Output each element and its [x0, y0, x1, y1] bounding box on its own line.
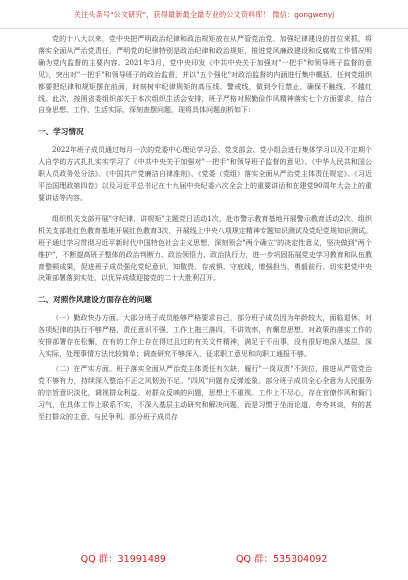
section-heading-issues: 二、对照作风建设方面存在的问题: [38, 295, 152, 305]
footer-qq-group-1: QQ 群：31991489: [80, 554, 166, 565]
section-heading-study: 一、学习情况: [38, 127, 84, 137]
issue-paragraph-2: （二）在严实方面。班子落实全面从严治党主体责任有欠缺，履行"一岗双责"不到位，推进从严管党治党不够有力，持续深入整治不正之风韧劲不足。"四风"问题有反弹迹象。部分班子成员全心全意为人民服务的宗旨意识淡化，调视群众利益、对群众反映的问题，思想上不重视。工作上不尽心，存在官僚作风和衙门习气，在具体工作上联系不实，不深入基层主动研究和解决问题，而是习惯于坐而论道，夸夸其谈，有的甚至打群众的主意，与民争利。部分班子成员存: [38, 364, 372, 421]
document-body: [38, 34, 372, 426]
footer-contact: [0, 551, 408, 565]
study-paragraph-2: 组织机关支部开展"守纪律、讲规矩"主题党日活动1次，赴市警示教育基地开展警示教育活动2次，组织机关支部赴红色教育基地开展红色教育3次，开展线上中央八项规定精神专题知识测试及党纪党规知识测试。班子通过学习贯彻习近平新时代中国特色社会主义思想，深刻领会"两个确立"的决定性意义，坚决做到"两个维护"，不断提高班子整体的政治判断力、政治领悟力、政治执行力，进一步巩固拓展党史学习教育和队伍教育整顿成果，促进班子成员强化党纪意识，知敬畏、存戒惧、守底线，增强担当、勇毅前行、切实把党中央决策部署落到实处，以优异成绩迎接党的二十大胜利召开。: [38, 214, 372, 283]
header-banner: [0, 2, 408, 29]
footer-qq-group-2: QQ 群：535304092: [235, 554, 328, 565]
issue-paragraph-1: （一）勤政快办方面。大部分班子成员能够严格要求自己，部分班子成员因为年龄较大，面临退休，对各项纪律的执行不够严格，责任意识不强，工作上拖三落四，不讲效率，有懈怠思想，对政策的落实工作的安排部署存在松懈，在有的工作上存在得过且过的有关文件精神，满足于不出事，没有很好地深入基层，深入实际，处理事情方法比较简单；调查研究不够深入，征求职工意见和向职工通报不够。: [38, 314, 372, 359]
banner-text: 关注头条号"公文研究"，获得最新最全最专业的公文资料库！ 微信：gongwenyj: [73, 10, 335, 19]
intro-paragraph: 党的十八大以来，党中央把严明政治纪律和政治规矩放在从严管党治党、加强纪律建设的首位来抓，将落实全面从严治党责任，严明党的纪律特别是政治纪律和政治规矩，推进党风廉政建设和反腐败工作情况明确为党内监督的主要内容。2021年3月，党中央印发《中共中央关于加强对"一把手"和领导班子监督的意见》，突出对"一把手"和领导班子的政治监督，并以"五个强化"对政治监督的内涵进行集中概括，任何党组织都要把纪律和规矩摆在前面，时刻树牢纪律规矩的高压线、警戒线，做到令行禁止，确保不触线、不越红线。此次，按照省委组织部关于本次组织生活会安排，班子严格对照勤俭作风精神落实七个方面要求，结合自身思想、工作、生活实际，深刻查摆问题，现将具体问题剖析如下：: [38, 35, 372, 115]
study-paragraph-1: 2022年班子成员通过每月一次的党委中心理论学习会、党支部会、党小组会进行集体学习以及不定期个人自学的方式扎扎实实学习了《中共中央关于加强对"一把手"和领导班子监督的意见》、《中华人民共和国公职人员政务处分法》、《中国共产党廉洁自律准则》、《党委（党组）落实全面从严治党主体责任规定》、《习近平治国理政第四卷》以及习近平总书记在十九届中央纪委六次全会上的重要讲话和在建党90周年大会上的重要讲话等内容。: [38, 146, 372, 202]
